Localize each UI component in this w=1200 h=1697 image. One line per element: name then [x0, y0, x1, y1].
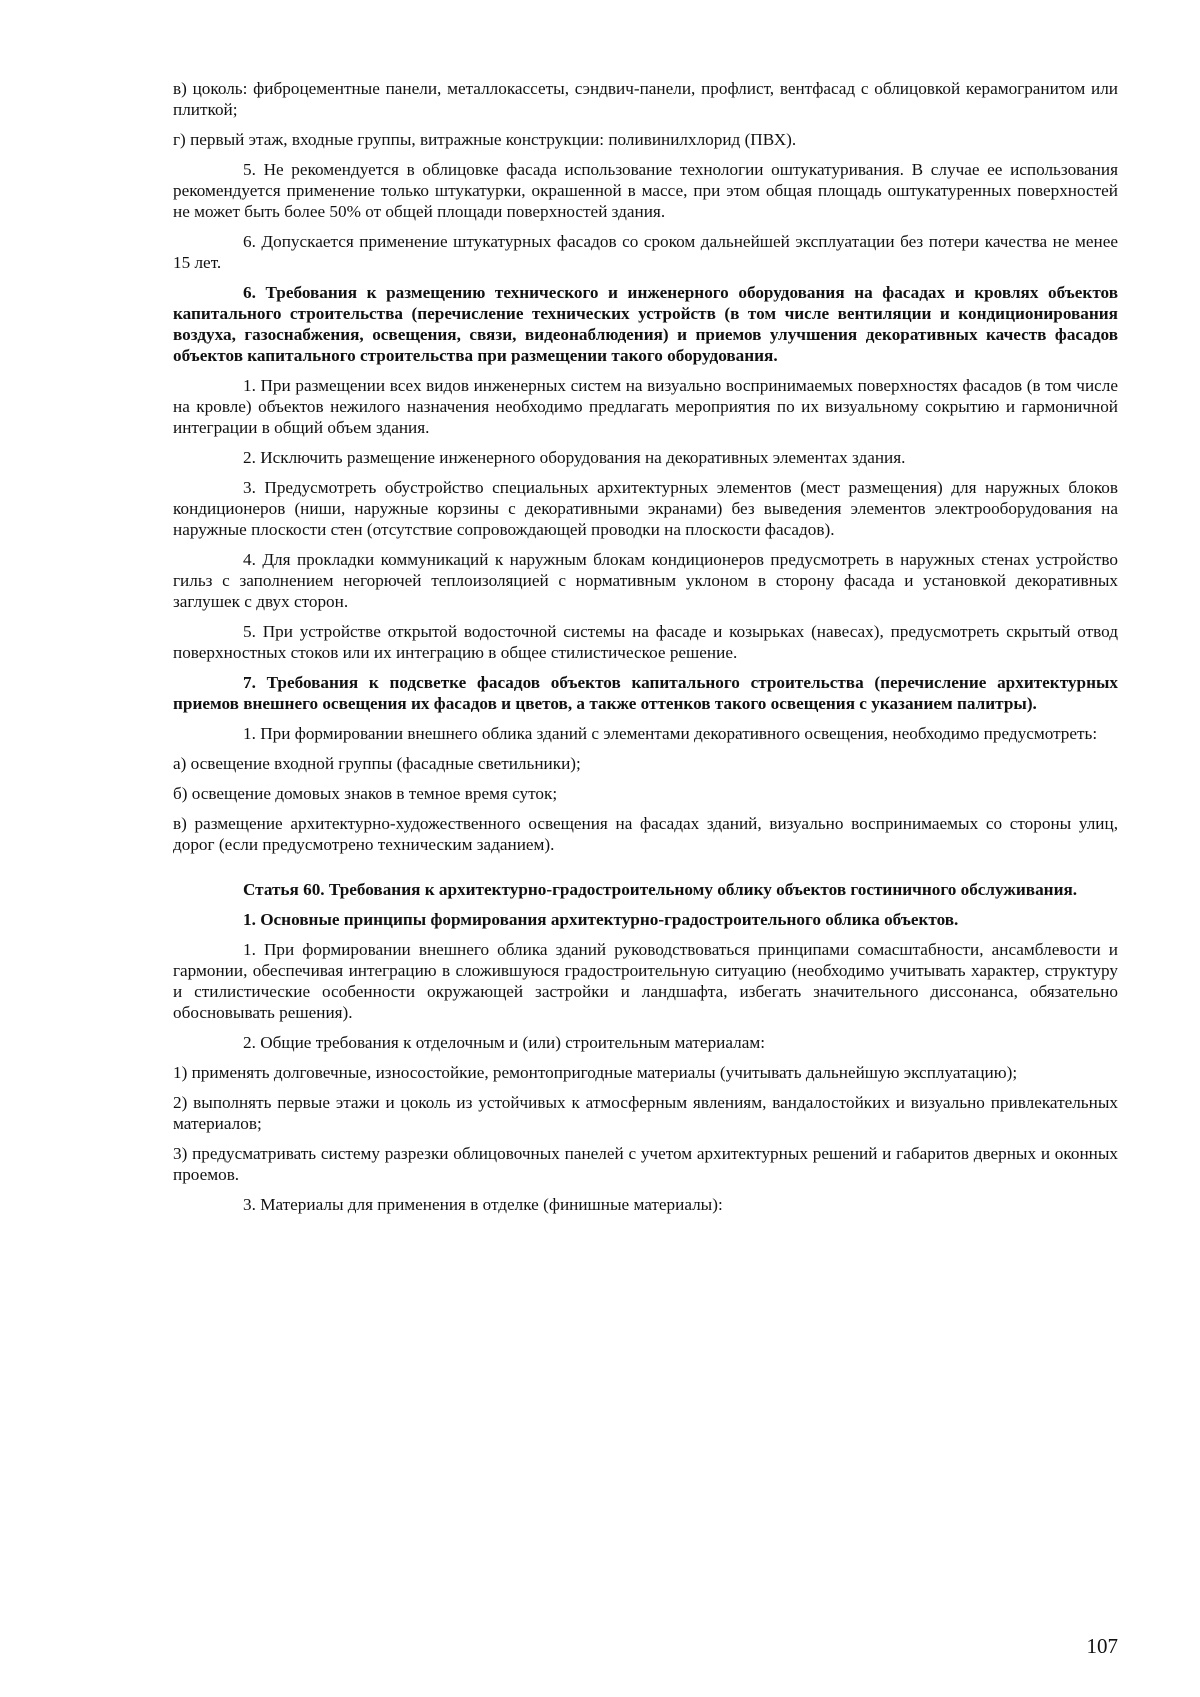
- article-60-heading: Статья 60. Требования к архитектурно-градостроительному облику объектов гостиничного обслуживания.: [243, 880, 1078, 899]
- paragraph-finish-materials: 3. Материалы для применения в отделке (финишные материалы):: [243, 1195, 723, 1214]
- list-item-lighting-c: в) размещение архитектурно-художественного освещения на фасадах зданий, визуально воспринимаемых со стороны улиц, дорог (если предусмотрено техническим заданием).: [173, 814, 1118, 854]
- paragraph-first-floor-materials: г) первый этаж, входные группы, витражные конструкции: поливинилхлорид (ПВХ).: [173, 130, 797, 149]
- paragraph-plaster-not-recommended: 5. Не рекомендуется в облицовке фасада использование технологии оштукатуривания. В случае ее использования рекомендуется применение только штукатурки, окрашенной в массе, при этом общая площадь оштукатуренных поверхностей не может быть более 50% от общей площади поверхностей здания.: [173, 160, 1118, 221]
- list-item-materials-2: 2) выполнять первые этажи и цоколь из устойчивых к атмосферным явлениям, вандалостойких и визуально привлекательных материалов;: [173, 1093, 1118, 1133]
- paragraph-plaster-allowed: 6. Допускается применение штукатурных фасадов со сроком дальнейшей эксплуатации без потери качества не менее 15 лет.: [173, 232, 1118, 272]
- list-item-lighting-a: а) освещение входной группы (фасадные светильники);: [173, 754, 581, 773]
- paragraph-lighting-1: 1. При формировании внешнего облика зданий с элементами декоративного освещения, необходимо предусмотреть:: [243, 724, 1098, 743]
- document-body: [173, 78, 1118, 1224]
- section-heading-equipment: 6. Требования к размещению технического и инженерного оборудования на фасадах и кровлях объектов капитального строительства (перечисление технических устройств (в том числе вентиляции и кондиционирования воздуха, газоснабжения, освещения, связи, видеонаблюдения) и приемов улучшения декоративных качеств фасадов объектов капитального строительства при размещении такого оборудования.: [173, 283, 1118, 365]
- paragraph-equipment-1: 1. При размещении всех видов инженерных систем на визуально воспринимаемых поверхностях фасадов (в том числе на кровле) объектов нежилого назначения необходимо предлагать мероприятия по их визуальному сокрытию и гармоничной интеграции в общий объем здания.: [173, 376, 1118, 437]
- paragraph-materials-general: 2. Общие требования к отделочным и (или) строительным материалам:: [243, 1033, 765, 1052]
- paragraph-equipment-3: 3. Предусмотреть обустройство специальных архитектурных элементов (мест размещения) для наружных блоков кондиционеров (ниши, наружные корзины с декоративными экранами) без выведения элементов электрооборудования на наружные плоскости стен (отсутствие сопровождающей проводки на плоскости фасадов).: [173, 478, 1118, 539]
- section-heading-principles: 1. Основные принципы формирования архитектурно-градостроительного облика объектов.: [243, 910, 959, 929]
- list-item-materials-3: 3) предусматривать систему разрезки облицовочных панелей с учетом архитектурных решений и габаритов дверных и оконных проемов.: [173, 1144, 1118, 1184]
- paragraph-equipment-5: 5. При устройстве открытой водосточной системы на фасаде и козырьках (навесах), предусмотреть скрытый отвод поверхностных стоков или их интеграцию в общее стилистическое решение.: [173, 622, 1118, 662]
- paragraph-equipment-4: 4. Для прокладки коммуникаций к наружным блокам кондиционеров предусмотреть в наружных стенах устройство гильз с заполнением негорючей теплоизоляцией с нормативным уклоном в сторону фасада и установкой декоративных заглушек с двух сторон.: [173, 550, 1118, 611]
- paragraph-principles-1: 1. При формировании внешнего облика зданий руководствоваться принципами сомасштабности, ансамблевости и гармонии, обеспечивая интеграцию в сложившуюся градостроительную ситуацию (необходимо учитывать характер, структуру и стилистические особенности окружающей застройки и ландшафта, избегать значительного диссонанса, обязательно обосновывать решения).: [173, 940, 1118, 1022]
- page-number: 107: [1086, 1634, 1118, 1658]
- paragraph-equipment-2: 2. Исключить размещение инженерного оборудования на декоративных элементах здания.: [243, 448, 906, 467]
- section-heading-lighting: 7. Требования к подсветке фасадов объектов капитального строительства (перечисление архитектурных приемов внешнего освещения их фасадов и цветов, а также оттенков такого освещения с указанием палитры).: [173, 673, 1118, 713]
- paragraph-plinth-materials: в) цоколь: фиброцементные панели, металлокассеты, сэндвич-панели, профлист, вентфасад с облицовкой керамогранитом или плиткой;: [173, 79, 1118, 119]
- list-item-materials-1: 1) применять долговечные, износостойкие, ремонтопригодные материалы (учитывать дальнейшую эксплуатацию);: [173, 1063, 1018, 1082]
- list-item-lighting-b: б) освещение домовых знаков в темное время суток;: [173, 784, 558, 803]
